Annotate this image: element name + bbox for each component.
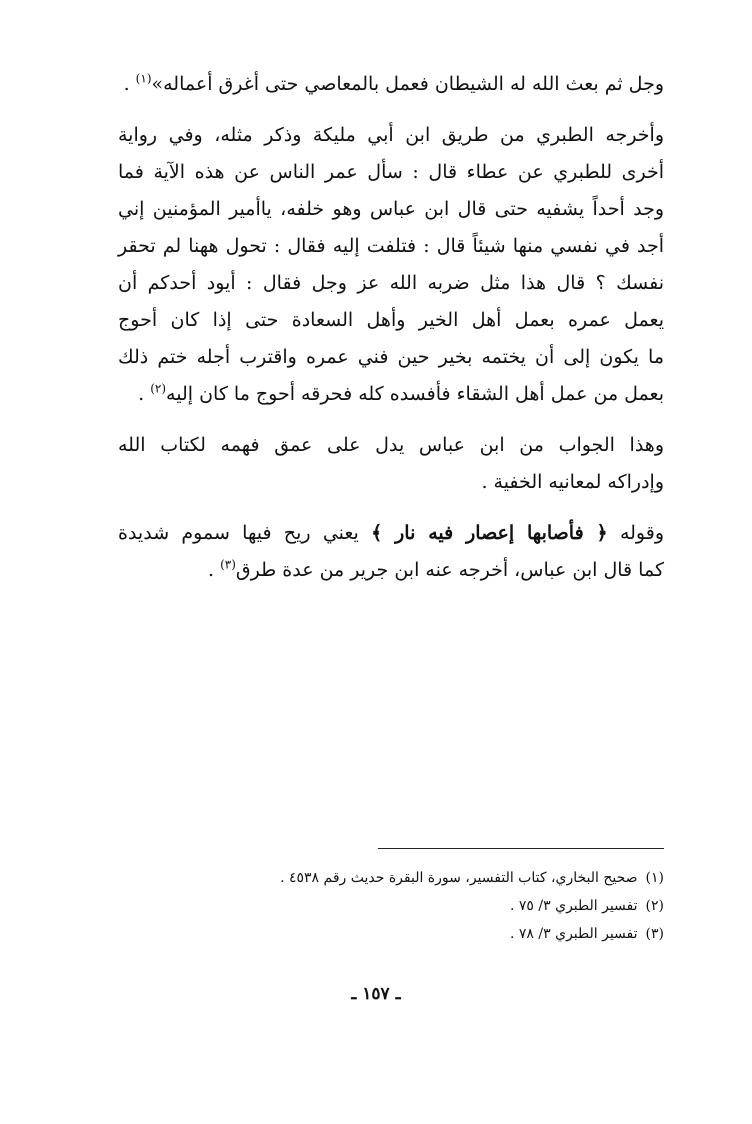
footnote-3: [194, 920, 664, 948]
footnote-number: (١): [645, 870, 664, 886]
footnotes: [194, 864, 664, 948]
footnote-text: تفسير الطبري ٣/ ٧٨ .: [510, 926, 638, 942]
footnote-ref[interactable]: (١): [135, 71, 152, 86]
text-line: أجد في نفسي منها شيئاً قال : فتلفت إليه فقال : تحول ههنا لم تحقر: [118, 235, 664, 257]
text-line: كما قال ابن عباس، أخرجه عنه ابن جرير من عدة طرق$^{(٣)}$ .: [207, 557, 664, 581]
main-text: [118, 66, 664, 589]
text-line: نفسك ؟ قال هذا مثل ضربه الله عز وجل فقال : أيود أحدكم أن: [118, 272, 664, 294]
paragraph-3: [118, 427, 664, 501]
text-line: بعمل من عمل أهل الشقاء فأفسده كله فحرقه أحوج ما كان إليه$^{(٢)}$ .: [138, 381, 664, 405]
text-line: يعمل عمره بعمل أهل الخير وأهل السعادة حتى إذا كان أحوج: [118, 309, 664, 331]
footnote-text: تفسير الطبري ٣/ ٧٥ .: [510, 898, 638, 914]
footnote-divider: [378, 848, 664, 849]
paragraph-1: [118, 66, 664, 103]
text-line: وجل ثم بعث الله له الشيطان فعمل بالمعاصي حتى أغرق أعماله»$^{(١)}$ .: [123, 71, 664, 95]
text-line: وهذا الجواب من ابن عباس يدل على عمق فهمه لكتاب الله: [118, 434, 664, 456]
footnote-number: (٣): [645, 926, 664, 942]
footnote-ref[interactable]: (٣): [220, 557, 236, 572]
text-line: وقوله ﴿ فأصابها إعصار فيه نار ﴾ يعني ريح فيها سموم شديدة: [118, 522, 665, 544]
page-number: ـ ١٥٧ ـ: [351, 984, 401, 1004]
footnote-ref[interactable]: (٢): [150, 381, 167, 396]
footnote-2: [194, 892, 664, 920]
quran-verse: ﴿ فأصابها إعصار فيه نار ﴾: [371, 522, 608, 544]
text-line: ما يكون إلى أن يختمه بخير حين فني عمره واقترب أجله ختم ذلك: [118, 346, 664, 368]
text-line: أخرى للطبري عن عطاء قال : سأل عمر الناس عن هذه الآية فما: [118, 161, 664, 183]
footnote-1: [194, 864, 664, 892]
paragraph-4: [118, 515, 664, 589]
text-line: وإدراكه لمعانيه الخفية .: [481, 471, 664, 493]
footnote-text: صحيح البخاري، كتاب التفسير، سورة البقرة حديث رقم ٤٥٣٨ .: [280, 870, 638, 886]
text-line: وجد أحداً يشفيه حتى قال ابن عباس وهو خلفه، ياأمير المؤمنين إني: [118, 198, 664, 220]
footnote-number: (٢): [645, 898, 664, 914]
text-line: وأخرجه الطبري من طريق ابن أبي مليكة وذكر مثله، وفي رواية: [118, 124, 664, 146]
paragraph-2: [118, 117, 664, 413]
